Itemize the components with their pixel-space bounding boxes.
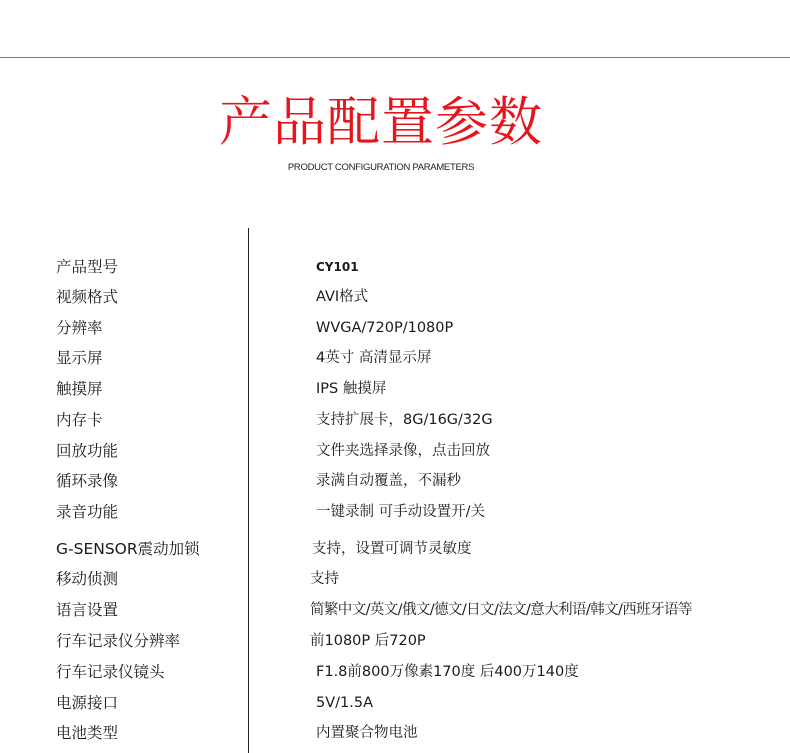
spec-label: G-SENSOR震动加锁 <box>56 540 200 558</box>
spec-label: 回放功能 <box>56 442 119 460</box>
spec-label: 视频格式 <box>56 288 119 306</box>
spec-label: 行车记录仪分辨率 <box>56 632 181 650</box>
spec-label: 录音功能 <box>56 503 119 521</box>
spec-value: 前1080P 后720P <box>310 633 426 649</box>
spec-value: 内置聚合物电池 <box>316 725 418 741</box>
spec-value: 录满自动覆盖，不漏秒 <box>316 473 461 489</box>
spec-label: 电源接口 <box>56 694 119 712</box>
page-subtitle: PRODUCT CONFIGURATION PARAMETERS <box>287 162 475 173</box>
spec-value: 简繁中文/英文/俄文/德文/日文/法文/意大利语/韩文/西班牙语等 <box>310 602 692 618</box>
spec-row-model <box>0 252 790 282</box>
spec-value: 4英寸 高清显示屏 <box>316 350 432 366</box>
spec-value: 支持扩展卡，8G/16G/32G <box>316 412 493 428</box>
spec-label: 分辨率 <box>56 319 103 337</box>
spec-label: 移动侦测 <box>56 570 119 588</box>
spec-row-motion-detection <box>0 564 790 594</box>
spec-value: WVGA/720P/1080P <box>316 320 454 336</box>
spec-row-video-format <box>0 282 790 312</box>
spec-value: 一键录制 可手动设置开/关 <box>316 504 485 520</box>
spec-value: IPS 触摸屏 <box>316 381 387 397</box>
spec-value: CY101 <box>316 260 359 274</box>
top-divider-line <box>0 57 790 58</box>
spec-label: 电池类型 <box>56 724 119 742</box>
spec-label: 行车记录仪镜头 <box>56 663 165 681</box>
spec-row-loop-recording <box>0 466 790 496</box>
spec-label: 语言设置 <box>56 601 119 619</box>
spec-row-playback <box>0 436 790 466</box>
spec-value: 5V/1.5A <box>316 695 374 711</box>
spec-value: 支持，设置可调节灵敏度 <box>312 541 472 557</box>
spec-row-power <box>0 688 790 718</box>
spec-value: F1.8前800万像素170度 后400万140度 <box>316 664 579 680</box>
spec-row-resolution <box>0 313 790 343</box>
spec-row-audio-recording <box>0 497 790 527</box>
spec-row-language <box>0 595 790 625</box>
spec-value: 支持 <box>310 571 339 587</box>
spec-label: 内存卡 <box>56 411 103 429</box>
spec-value: AVI格式 <box>316 289 369 305</box>
spec-row-dvr-lens <box>0 657 790 687</box>
spec-row-memory-card <box>0 405 790 435</box>
spec-row-display <box>0 343 790 373</box>
spec-row-dvr-resolution <box>0 626 790 656</box>
spec-value: 文件夹选择录像，点击回放 <box>316 443 490 459</box>
spec-row-battery <box>0 718 790 748</box>
page-title: 产品配置参数 <box>219 92 543 153</box>
spec-row-touchscreen <box>0 374 790 404</box>
spec-label: 显示屏 <box>56 349 103 367</box>
spec-label: 触摸屏 <box>56 380 103 398</box>
spec-label: 循环录像 <box>56 472 119 490</box>
spec-label: 产品型号 <box>56 258 119 276</box>
spec-row-g-sensor <box>0 534 790 564</box>
